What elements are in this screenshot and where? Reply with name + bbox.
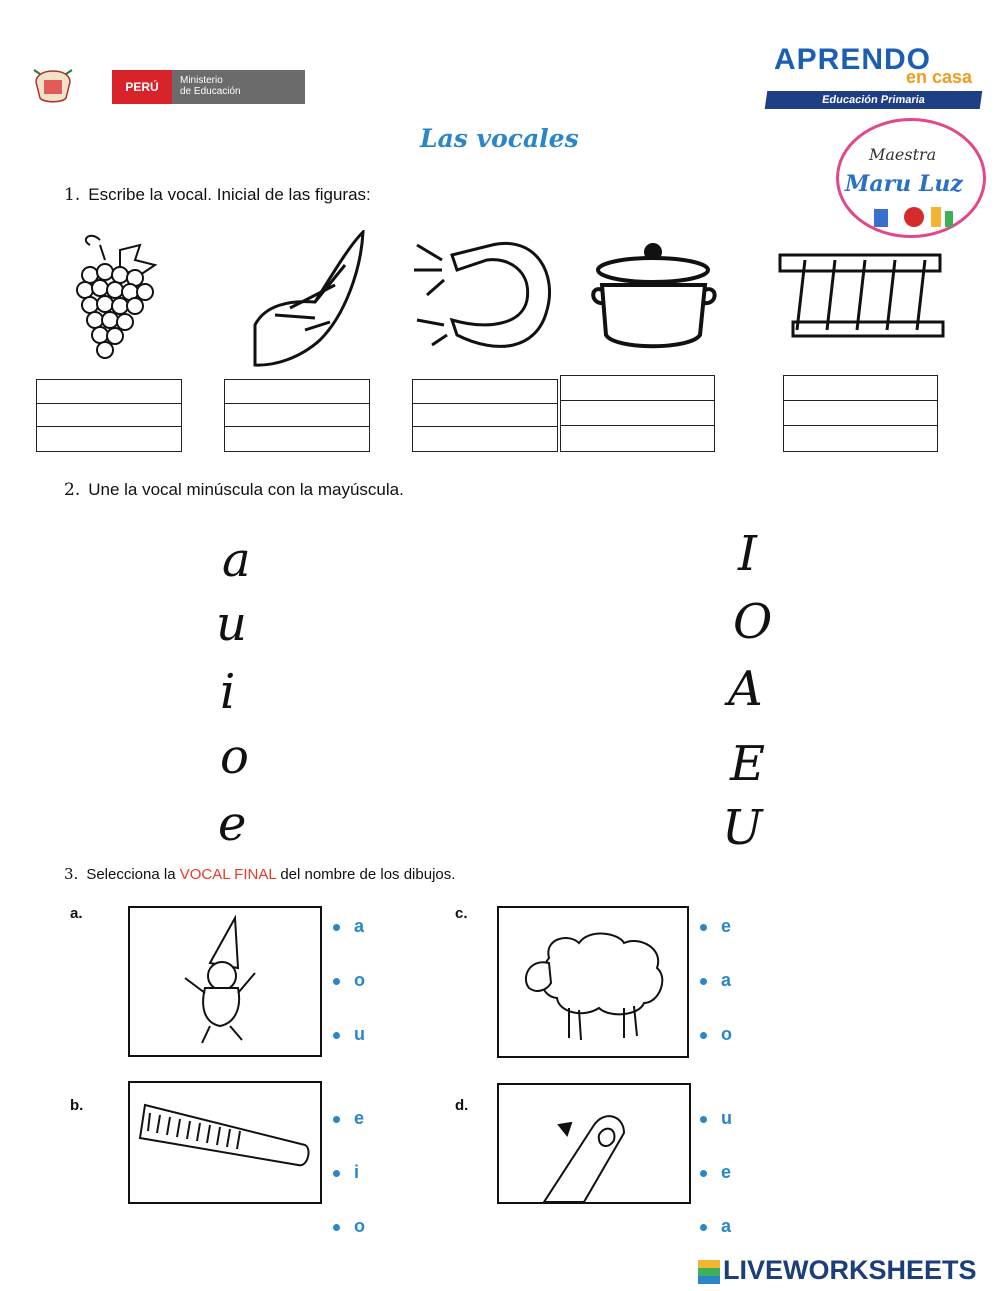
gnome-icon: [130, 908, 320, 1055]
liveworksheets-badge-icon: [698, 1260, 720, 1284]
ministerio-line1: Ministerio: [180, 75, 223, 86]
option-c-1[interactable]: e: [700, 916, 731, 937]
page-title: Las vocales: [420, 124, 579, 153]
aprendo-text: APRENDO: [774, 43, 932, 76]
liveworksheets-text: LIVEWORKSHEETS: [723, 1255, 977, 1285]
question-1: [64, 185, 371, 205]
question-number: 3.: [64, 865, 79, 883]
option-a-2[interactable]: o: [333, 970, 365, 991]
option-b-3[interactable]: o: [333, 1216, 365, 1237]
option-c-3[interactable]: o: [700, 1024, 732, 1045]
comb-icon: [130, 1083, 320, 1202]
peru-shield-icon: [32, 68, 74, 106]
item-label-c: c.: [455, 905, 468, 922]
option-a-3[interactable]: u: [333, 1024, 365, 1045]
lower-vowel[interactable]: e: [218, 796, 247, 852]
item-label-d: d.: [455, 1097, 469, 1114]
question-text: Escribe la vocal. Inicial de las figuras:: [88, 185, 371, 204]
sheep-picture: [497, 906, 689, 1058]
maestra-badge: [836, 118, 986, 238]
option-c-2[interactable]: a: [700, 970, 731, 991]
school-supplies-icon: [869, 201, 959, 231]
upper-vowel[interactable]: A: [728, 661, 763, 717]
answer-box-2[interactable]: [224, 379, 370, 452]
upper-vowel[interactable]: I: [738, 526, 757, 582]
maestra-text: Maestra: [869, 145, 937, 164]
finger-icon: [499, 1085, 689, 1202]
lower-vowel[interactable]: u: [216, 596, 247, 652]
option-d-1[interactable]: u: [700, 1108, 732, 1129]
liveworksheets-logo: [698, 1255, 977, 1286]
maru-luz-text: Maru Luz: [845, 171, 963, 197]
question-3: [64, 865, 455, 883]
option-b-2[interactable]: i: [333, 1162, 359, 1183]
gnome-picture: [128, 906, 322, 1057]
educacion-primaria-band: Educación Primaria: [765, 91, 983, 109]
option-b-1[interactable]: e: [333, 1108, 364, 1129]
option-d-3[interactable]: a: [700, 1216, 731, 1237]
option-a-1[interactable]: a: [333, 916, 364, 937]
lower-vowel[interactable]: o: [220, 729, 249, 785]
option-d-2[interactable]: e: [700, 1162, 731, 1183]
answer-box-5[interactable]: [783, 375, 938, 452]
question-number: 2.: [64, 480, 81, 500]
upper-vowel[interactable]: O: [733, 594, 773, 650]
question-text: Une la vocal minúscula con la mayúscula.: [88, 480, 404, 499]
magnet-icon: [412, 235, 557, 360]
item-label-b: b.: [70, 1097, 84, 1114]
answer-box-3[interactable]: [412, 379, 558, 452]
item-label-a: a.: [70, 905, 83, 922]
ministerio-label: [172, 70, 305, 104]
en-casa-text: en casa: [906, 67, 973, 87]
lower-vowel[interactable]: i: [220, 664, 236, 720]
question-number: 1.: [64, 185, 81, 205]
aprendo-en-casa-logo: [766, 45, 981, 111]
minedu-logo: [32, 68, 305, 106]
question-text-after: del nombre de los dibujos.: [280, 866, 456, 883]
wing-icon: [245, 230, 370, 370]
answer-box-4[interactable]: [560, 375, 715, 452]
ministerio-line2: de Educación: [180, 86, 241, 97]
comb-picture: [128, 1081, 322, 1204]
finger-picture: [497, 1083, 691, 1204]
grapes-icon: [60, 230, 180, 370]
upper-vowel[interactable]: E: [730, 736, 766, 792]
question-highlight: VOCAL FINAL: [179, 866, 277, 883]
ladder-icon: [775, 250, 945, 340]
upper-vowel[interactable]: U: [722, 800, 763, 856]
sheep-icon: [499, 908, 687, 1056]
answer-box-1[interactable]: [36, 379, 182, 452]
lower-vowel[interactable]: a: [222, 532, 251, 588]
pot-icon: [590, 240, 720, 355]
peru-label: PERÚ: [112, 70, 172, 104]
question-text-before: Selecciona la: [86, 866, 176, 883]
question-2: [64, 480, 404, 500]
